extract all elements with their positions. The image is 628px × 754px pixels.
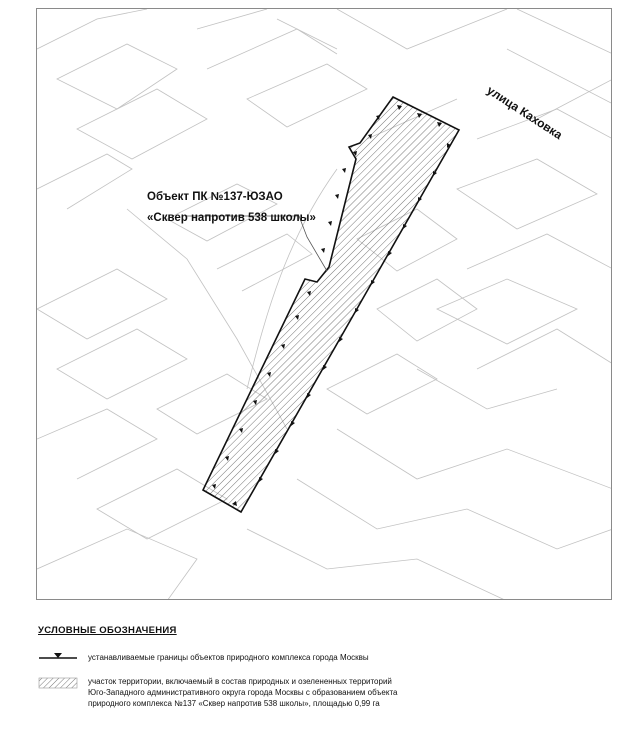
legend-item-boundary [38, 650, 408, 664]
park-area [203, 97, 459, 512]
legend-title: УСЛОВНЫЕ ОБОЗНАЧЕНИЯ [38, 625, 177, 636]
legend-item-area [38, 676, 408, 709]
base-map [37, 9, 612, 600]
hatched-area-icon [38, 676, 78, 690]
map-frame [36, 8, 612, 600]
legend-text-boundary: устанавливаемые границы объектов природного комплекса города Москвы [88, 653, 369, 662]
object-label-line1: Объект ПК №137-ЮЗАО [147, 191, 283, 203]
object-label [147, 187, 327, 229]
legend-text-area: участок территории, включаемый в состав природных и озелененных территорий Юго-Западного административного округа города Москвы с образованием объекта природного комплекса №137 «Сквер напротив 538 школы», площадью 0,99 га [88, 677, 398, 708]
object-label-line2: «Сквер напротив 538 школы» [147, 212, 316, 224]
street-label: улица Каховка [484, 83, 565, 143]
boundary-line-icon [38, 650, 78, 664]
